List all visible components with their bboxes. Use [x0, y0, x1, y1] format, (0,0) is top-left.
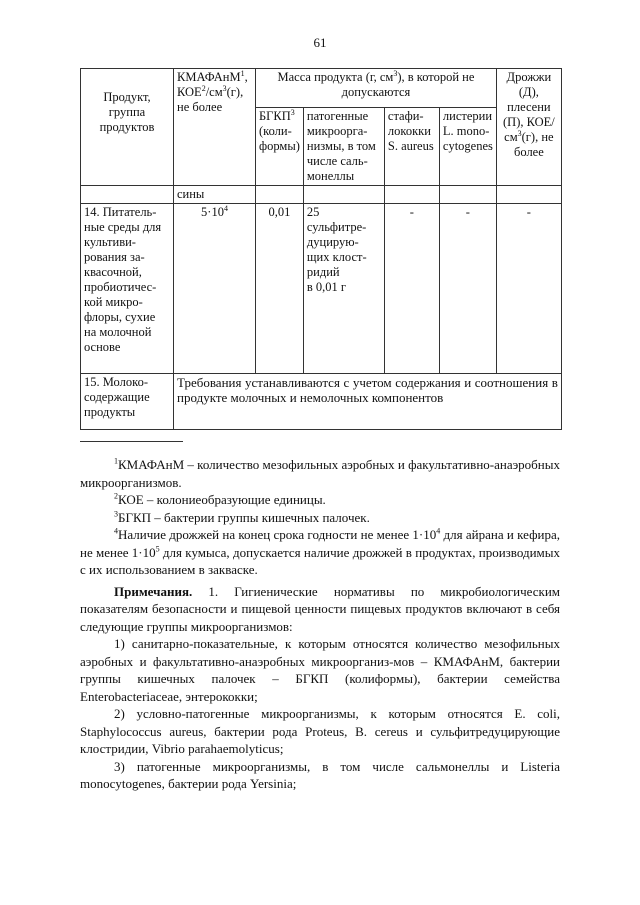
- row14-bgkp: 0,01: [256, 204, 304, 374]
- microbiology-table: [80, 68, 562, 430]
- row15-text: Требования устанавливаются с учетом содержания и соотношения в продукте молочных и немолочных компонентов: [174, 374, 562, 430]
- footnotes-and-notes: [80, 456, 560, 793]
- header-listeria: листерии L. mono-cytogenes: [439, 108, 496, 186]
- row15-product: 15. Молоко-содержащие продукты: [81, 374, 174, 430]
- footnote-4: $^4$Наличие дрожжей на конец срока годности не менее $1\cdot 10^4$ для айрана и кефира, не менее $1\cdot 10^5$ для кумыса, допускается наличие дрожжей в продуктах, производимых с их использованием в закваске.: [80, 526, 560, 577]
- header-mass: Масса продукта (г, $см^3$), в которой не допускаются: [256, 69, 497, 108]
- footnote-3: $^3$БГКП – бактерии группы кишечных палочек.: [114, 509, 370, 525]
- note-item-2: 2) условно-патогенные микроорганизмы, к которым относятся E. coli, Staphylococcus aureus, бактерии рода Proteus, B. cereus и сульфитредуцирующие клостридии, Vibrio parahaemolyticus;: [80, 706, 560, 756]
- note-item-1: 1) санитарно-показательные, к которым относятся количество мезофильных аэробных и факультативно-анаэробных микроорганиз-мов – КМАФАнМ, бактерии группы кишечных палочек – БГКП (колиформы), бактерии семейства Enterobacteriaceae, энтерококки;: [80, 636, 560, 704]
- footnote-divider: [80, 441, 183, 442]
- header-kmafanm: КМАФАнМ$^1$, $КОЕ^2/см^3(г)$, не более: [174, 69, 256, 186]
- header-yeast: Дрожжи (Д), плесени (П), КОЕ/$см^3(г)$, не более: [496, 69, 561, 186]
- footnote-1: $^1$КМАФАнМ – количество мезофильных аэробных и факультативно-анаэробных микроорганизмов.: [80, 456, 560, 490]
- row14-product: 14. Питатель-ные среды для культиви-рования за-квасочной, пробиотичес-кой микро-флоры, сухие на молочной основе: [81, 204, 174, 374]
- table-row: [81, 204, 562, 374]
- row14-pathogen: 25 сульфитре-дуцирую-щих клост-ридий в 0,01 г: [303, 204, 384, 374]
- header-product: Продукт, группа продуктов: [81, 69, 174, 186]
- header-staph: стафи-лококки S. aureus: [384, 108, 439, 186]
- header-bgkp: БГКП$^3$ (коли-формы): [256, 108, 304, 186]
- row14-kmafanm: $5\cdot 10^4$: [174, 204, 256, 374]
- row14-staph: -: [384, 204, 439, 374]
- continued-text: сины: [174, 186, 256, 204]
- footnote-2: $^2$КОЕ – колониеобразующие единицы.: [114, 491, 326, 507]
- row14-yeast: -: [496, 204, 561, 374]
- page-number: 61: [313, 35, 327, 50]
- row14-listeria: -: [439, 204, 496, 374]
- notes-intro: Примечания. 1. Гигиенические нормативы по микробиологическим показателям безопасности и пищевой ценности пищевых продуктов включают в себя следующие группы микроорганизмов:: [80, 583, 561, 634]
- table-row: [81, 374, 562, 430]
- note-item-3: 3) патогенные микроорганизмы, в том числе сальмонеллы и Listeria monocytogenes, бактерии рода Yersinia;: [80, 758, 560, 791]
- header-pathogen: патогенные микроорга-низмы, в том числе саль-монеллы: [303, 108, 384, 186]
